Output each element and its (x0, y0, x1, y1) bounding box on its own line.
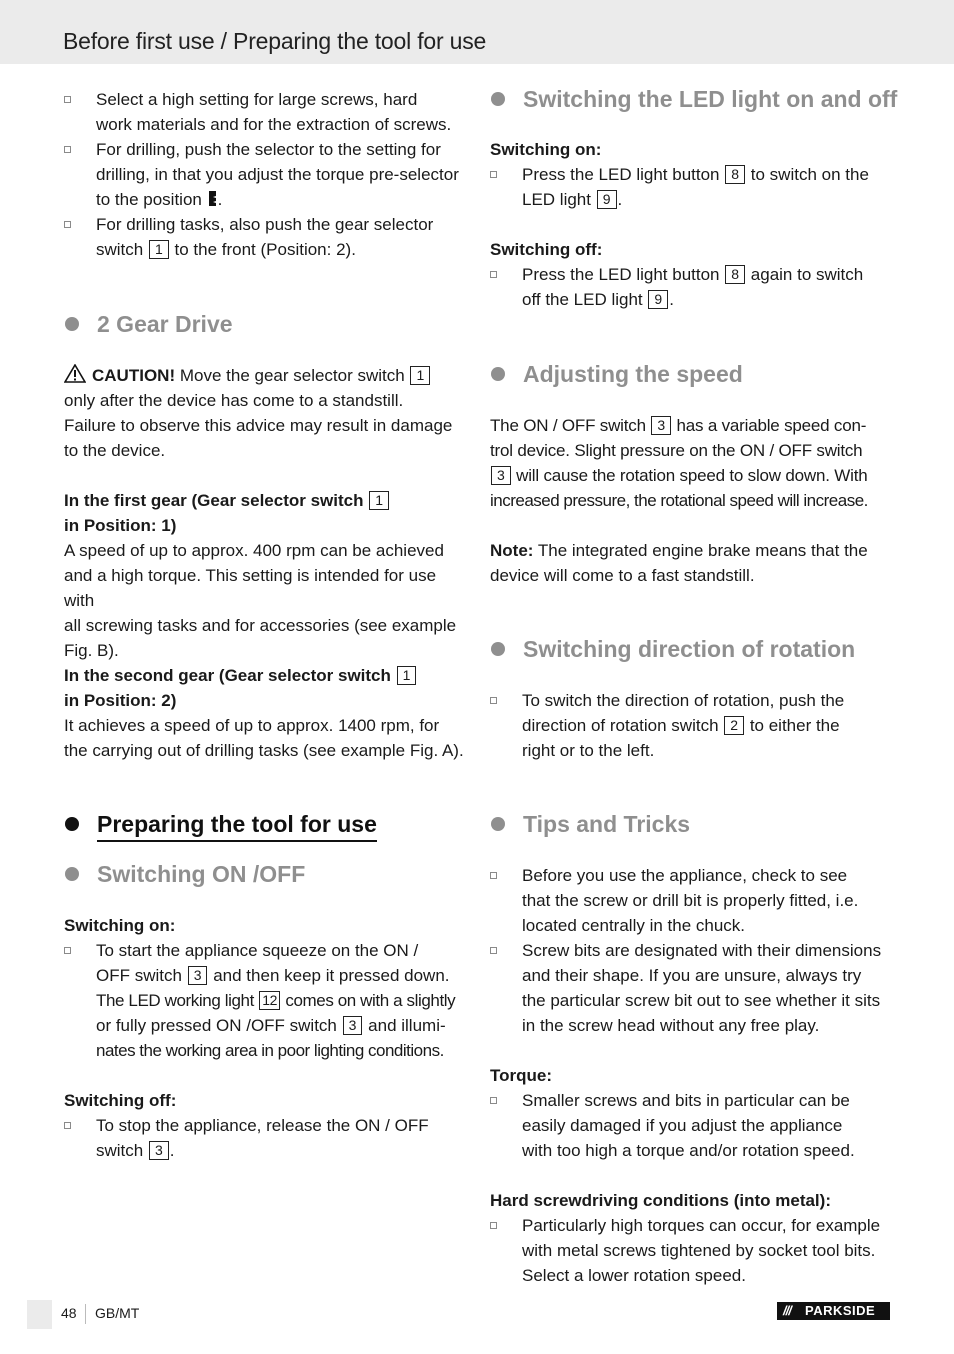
heading-dot-icon (491, 367, 505, 381)
ref-led-light: 9 (597, 190, 617, 209)
ref-onoff-switch: 3 (188, 966, 208, 985)
bullet-square-icon (490, 697, 497, 704)
ref-onoff-switch: 3 (491, 466, 511, 485)
first-gear-block: In the first gear (Gear selector switch 1 in Position: 1) A speed of up to approx. 400 rpm can be achieved and a high torque. This setting is intended for use with all screwing tasks and for accessories (see example Fig. B). (64, 491, 457, 660)
subheading-switching-off: Switching off: (64, 1091, 177, 1110)
bullet-square-icon (490, 271, 497, 278)
warning-triangle-icon (64, 364, 86, 383)
second-gear-block: In the second gear (Gear selector switch 1 in Position: 2) It achieves a speed of up to approx. 1400 rpm, for the carrying out of drilling tasks (see example Fig. A). (64, 666, 464, 760)
ref-gear-switch: 1 (369, 491, 389, 510)
speed-paragraph: The ON / OFF switch 3 has a variable speed con- trol device. Slight pressure on the ON / OFF switch 3 will cause the rotation speed to slow down. With increased pressure, the rotational speed will increase. (490, 416, 868, 510)
list-item: Particularly high torques can occur, for example with metal screws tightened by socket tool bits. Select a lower rotation speed. (490, 1213, 890, 1288)
page-title: Before first use / Preparing the tool for use (63, 28, 487, 54)
drill-symbol-icon (207, 190, 218, 207)
subheading-switching-on: Switching on: (64, 916, 176, 935)
list-item: Screw bits are designated with their dimensions and their shape. If you are unsure, always try the particular screw bit out to see whether it sits in the screw head without any free play. (490, 938, 890, 1038)
list-item: To start the appliance squeeze on the ON / OFF switch 3 and then keep it pressed down. The LED working light 12 comes on with a slightly or fully pressed ON /OFF switch 3 and illumi- nates the working area in poor lighting conditions. (64, 938, 464, 1063)
ref-led-working-light: 12 (259, 991, 280, 1010)
bullet-square-icon (64, 1122, 71, 1129)
bullet-square-icon (490, 872, 497, 879)
ref-onoff-switch: 3 (343, 1016, 363, 1035)
ref-led-light: 9 (648, 290, 668, 309)
caution-block: CAUTION! Move the gear selector switch 1 only after the device has come to a standstill. Failure to observe this advice may result in damage to the device. (64, 366, 453, 460)
subheading-led-off: Switching off: (490, 240, 603, 259)
page-number: 48 (61, 1305, 77, 1321)
heading-dot-icon (491, 92, 505, 106)
bullet-square-icon (490, 1097, 497, 1104)
ref-gear-switch: 1 (149, 240, 169, 259)
parkside-logo: /// PARKSIDE (777, 1302, 890, 1320)
bullet-square-icon (490, 171, 497, 178)
bullet-square-icon (64, 146, 71, 153)
ref-led-button: 8 (725, 165, 745, 184)
footer-divider (85, 1304, 86, 1324)
section-heading-led: Switching the LED light on and off (490, 84, 890, 114)
footer-tab (27, 1300, 52, 1329)
chapter-heading-preparing: Preparing the tool for use (64, 809, 464, 841)
ref-direction-switch: 2 (724, 716, 744, 735)
list-item: For drilling tasks, also push the gear selector switch 1 to the front (Position: 2). (64, 212, 464, 262)
list-item: To stop the appliance, release the ON / OFF switch 3 . (64, 1113, 464, 1163)
note-paragraph: Note: The integrated engine brake means that the device will come to a fast standstill. (490, 541, 868, 585)
subheading-torque: Torque: (490, 1066, 553, 1085)
section-heading-tips: Tips and Tricks (490, 809, 890, 839)
heading-dot-icon (491, 642, 505, 656)
ref-gear-switch: 1 (397, 666, 417, 685)
language-code: GB/MT (95, 1305, 140, 1321)
section-heading-onoff: Switching ON /OFF (64, 859, 464, 889)
list-item: For drilling, push the selector to the setting for drilling, in that you adjust the torque pre-selector to the position . (64, 137, 464, 212)
bullet-square-icon (490, 1222, 497, 1229)
ref-gear-switch: 1 (410, 366, 430, 385)
list-item: To switch the direction of rotation, push the direction of rotation switch 2 to either the right or to the left. (490, 688, 890, 763)
bullet-square-icon (490, 947, 497, 954)
section-heading-gear-drive: 2 Gear Drive (64, 309, 464, 339)
ref-led-button: 8 (725, 265, 745, 284)
heading-dot-icon (65, 817, 79, 831)
bullet-square-icon (64, 96, 71, 103)
ref-onoff-switch: 3 (651, 416, 671, 435)
list-item: Press the LED light button 8 again to switch off the LED light 9 . (490, 262, 890, 312)
bullet-square-icon (64, 947, 71, 954)
list-item: Press the LED light button 8 to switch on the LED light 9 . (490, 162, 890, 212)
heading-dot-icon (491, 817, 505, 831)
list-item: Before you use the appliance, check to see that the screw or drill bit is properly fitted, i.e. located centrally in the chuck. (490, 863, 890, 938)
page-header (0, 0, 954, 64)
heading-dot-icon (65, 867, 79, 881)
list-item: Select a high setting for large screws, hard work materials and for the extraction of screws. (64, 87, 464, 137)
bullet-square-icon (64, 221, 71, 228)
ref-onoff-switch: 3 (149, 1141, 169, 1160)
subheading-led-on: Switching on: (490, 140, 602, 159)
subheading-hard-screwdriving: Hard screwdriving conditions (into metal): (490, 1191, 831, 1210)
section-heading-speed: Adjusting the speed (490, 359, 890, 389)
list-item: Smaller screws and bits in particular can be easily damaged if you adjust the appliance with too high a torque and/or rotation speed. (490, 1088, 890, 1163)
section-heading-rotation: Switching direction of rotation (490, 634, 890, 664)
heading-dot-icon (65, 317, 79, 331)
